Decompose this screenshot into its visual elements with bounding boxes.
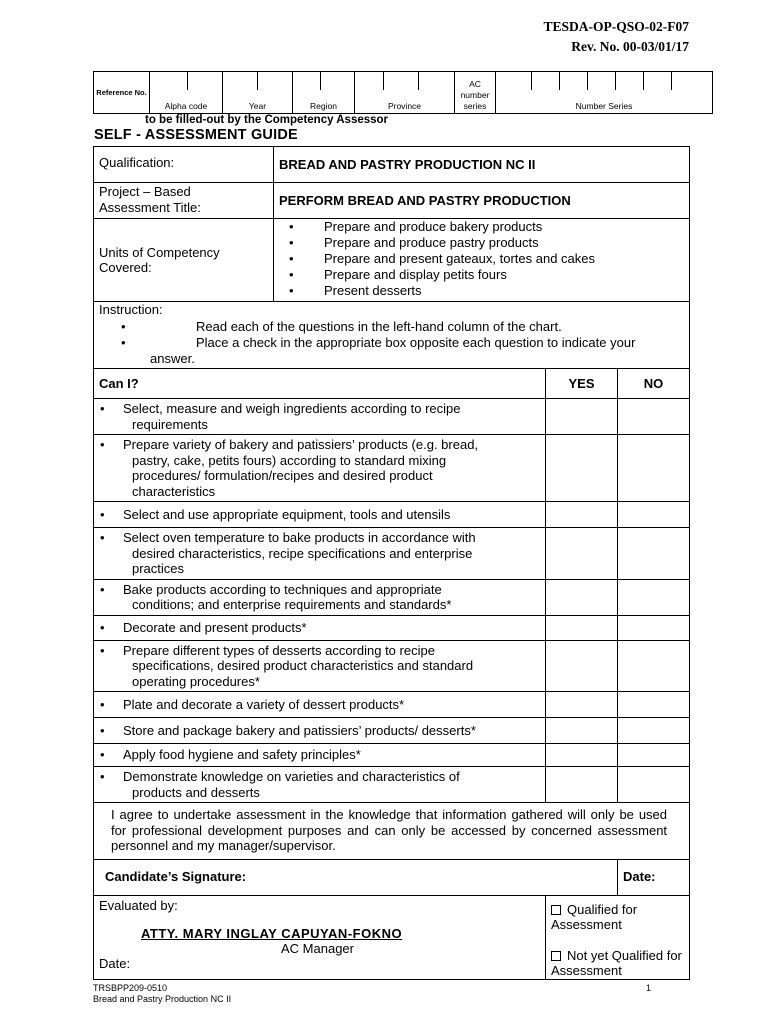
yes-checkbox-cell[interactable] [546, 399, 618, 435]
yes-checkbox-cell[interactable] [546, 615, 618, 640]
units-list-cell [274, 219, 690, 302]
question-row [94, 718, 690, 744]
question-row [94, 640, 690, 692]
units-label [94, 219, 274, 302]
instruction-item: • Place a check in the appropriate box opposite each question to indicate your [121, 335, 636, 350]
footer-doc-code: TRSBPP209-0510 [93, 983, 168, 993]
question-text: • Plate and decorate a variety of dessert products* [94, 692, 546, 718]
instruction-cell [94, 302, 690, 369]
yes-checkbox-cell[interactable] [546, 435, 618, 502]
ref-box [616, 72, 644, 90]
checkbox-icon[interactable] [551, 951, 561, 961]
candidate-signature-field[interactable]: Candidate’s Signature: [94, 859, 618, 895]
question-text: • Store and package bakery and patissiers’ products/ desserts* [94, 718, 546, 744]
ref-box [672, 72, 713, 90]
ref-box [560, 72, 588, 90]
ref-box [419, 72, 455, 90]
instruction-label: Instruction: [99, 302, 163, 317]
yes-header: YES [546, 369, 618, 399]
assessment-table [93, 146, 690, 980]
units-list [279, 219, 684, 299]
agreement-cell [94, 803, 690, 860]
no-checkbox-cell[interactable] [618, 692, 690, 718]
project-label-line2: Assessment Title: [99, 199, 201, 215]
no-checkbox-cell[interactable] [618, 399, 690, 435]
no-checkbox-cell[interactable] [618, 718, 690, 744]
evaluation-cell [94, 895, 546, 979]
reference-number-grid [93, 71, 713, 114]
question-text: • Select and use appropriate equipment, tools and utensils [94, 502, 546, 528]
form-code-header [543, 17, 689, 57]
no-checkbox-cell[interactable] [618, 435, 690, 502]
unit-item: • Prepare and produce pastry products [279, 235, 684, 251]
question-text: • Prepare different types of desserts according to recipe specifications, desired product characteristics and standard operating procedures* [94, 640, 546, 692]
can-i-header: Can I? [94, 369, 546, 399]
project-value: PERFORM BREAD AND PASTRY PRODUCTION [274, 183, 690, 219]
ref-box [644, 72, 672, 90]
form-code: TESDA-OP-QSO-02-F07 [543, 19, 689, 34]
no-checkbox-cell[interactable] [618, 744, 690, 767]
no-checkbox-cell[interactable] [618, 767, 690, 803]
unit-item: • Prepare and produce bakery products [279, 219, 684, 235]
not-qualified-option-continued: Assessment [551, 963, 622, 978]
units-label-line1: Units of Competency [99, 244, 220, 260]
ref-box [188, 72, 223, 90]
no-checkbox-cell[interactable] [618, 579, 690, 615]
project-row [94, 183, 690, 219]
ref-box [588, 72, 616, 90]
yes-checkbox-cell[interactable] [546, 744, 618, 767]
checklist-header-row [94, 369, 690, 399]
ref-box [384, 72, 419, 90]
page-number: 1 [646, 983, 652, 993]
evaluation-row [94, 895, 690, 979]
signature-row [94, 859, 690, 895]
qualified-option[interactable]: Qualified for Assessment [551, 901, 638, 932]
question-text: • Select, measure and weigh ingredients according to recipe requirements [94, 399, 546, 435]
alpha-code-label: Alpha code [150, 90, 223, 114]
agreement-text: I agree to undertake assessment in the knowledge that information gathered will only be used for professional development purposes and can only be accessed by concerned assessment personnel and my manager/supervisor. [111, 807, 668, 853]
project-label-line1: Project – Based [99, 184, 191, 199]
question-row [94, 502, 690, 528]
yes-checkbox-cell[interactable] [546, 718, 618, 744]
question-text: • Decorate and present products* [94, 615, 546, 640]
yes-checkbox-cell[interactable] [546, 528, 618, 580]
ref-box [150, 72, 188, 90]
qualification-label: Qualification: [94, 147, 274, 183]
units-label-line2: Covered: [99, 260, 152, 275]
question-row [94, 435, 690, 502]
ref-box [223, 72, 258, 90]
yes-checkbox-cell[interactable] [546, 502, 618, 528]
instruction-item: • Read each of the questions in the left-hand column of the chart. [121, 318, 562, 334]
units-row [94, 219, 690, 302]
no-checkbox-cell[interactable] [618, 502, 690, 528]
question-text: • Demonstrate knowledge on varieties and characteristics of products and desserts [94, 767, 546, 803]
signature-date-label: Date: [623, 869, 656, 885]
province-label: Province [355, 90, 455, 114]
question-row [94, 744, 690, 767]
no-checkbox-cell[interactable] [618, 640, 690, 692]
question-row [94, 399, 690, 435]
question-text: • Bake products according to techniques and appropriate conditions; and enterprise requirements and standards* [94, 579, 546, 615]
instruction-item-continued: answer. [150, 350, 195, 366]
yes-checkbox-cell[interactable] [546, 640, 618, 692]
ref-box [355, 72, 384, 90]
assessor-name: ATTY. MARY INGLAY CAPUYAN-FOKNO [141, 925, 403, 941]
unit-item: • Prepare and display petits fours [279, 267, 684, 283]
footer [93, 983, 231, 1005]
no-checkbox-cell[interactable] [618, 615, 690, 640]
qualification-row [94, 147, 690, 183]
evaluated-by-label: Evaluated by: [99, 897, 178, 913]
number-series-label: Number Series [496, 90, 713, 114]
ref-box [258, 72, 293, 90]
unit-item: • Present desserts [279, 283, 684, 299]
no-checkbox-cell[interactable] [618, 528, 690, 580]
qualification-status-cell [546, 895, 690, 979]
question-text: • Apply food hygiene and safety principles* [94, 744, 546, 767]
year-label: Year [223, 90, 293, 114]
question-row [94, 579, 690, 615]
not-qualified-option[interactable]: Not yet Qualified for [551, 948, 685, 964]
checkbox-icon[interactable] [551, 905, 561, 915]
region-label: Region [293, 90, 355, 114]
no-header: NO [618, 369, 690, 399]
question-row [94, 692, 690, 718]
ac-number-series-label: AC number series [455, 72, 496, 114]
question-row [94, 615, 690, 640]
reference-label: Reference No. [94, 72, 150, 114]
assessor-role: AC Manager [281, 940, 354, 956]
evaluation-date-label: Date: [99, 955, 131, 971]
project-label [94, 183, 274, 219]
yes-checkbox-cell[interactable] [546, 767, 618, 803]
ref-box [532, 72, 560, 90]
revision-number: Rev. No. 00-03/01/17 [571, 39, 689, 54]
instruction-row [94, 302, 690, 369]
unit-item: • Prepare and present gateaux, tortes and cakes [279, 251, 684, 267]
ref-box [293, 72, 321, 90]
qualification-value: BREAD AND PASTRY PRODUCTION NC II [274, 147, 690, 183]
question-row [94, 767, 690, 803]
ref-box [496, 72, 532, 90]
assessor-note: to be filled-out by the Competency Assessor [145, 114, 389, 126]
section-title: SELF - ASSESSMENT GUIDE [94, 127, 298, 143]
question-text: • Prepare variety of bakery and patissiers’ products (e.g. bread, pastry, cake, petits fours) according to standard mixing procedures/ formulation/recipes and desired product characteristics [94, 435, 546, 502]
ref-box [321, 72, 355, 90]
footer-doc-title: Bread and Pastry Production NC II [93, 994, 232, 1004]
question-row [94, 528, 690, 580]
date-field[interactable] [618, 859, 690, 895]
yes-checkbox-cell[interactable] [546, 692, 618, 718]
yes-checkbox-cell[interactable] [546, 579, 618, 615]
agreement-row [94, 803, 690, 860]
question-text: • Select oven temperature to bake products in accordance with desired characteristics, recipe specifications and enterprise practices [94, 528, 546, 580]
